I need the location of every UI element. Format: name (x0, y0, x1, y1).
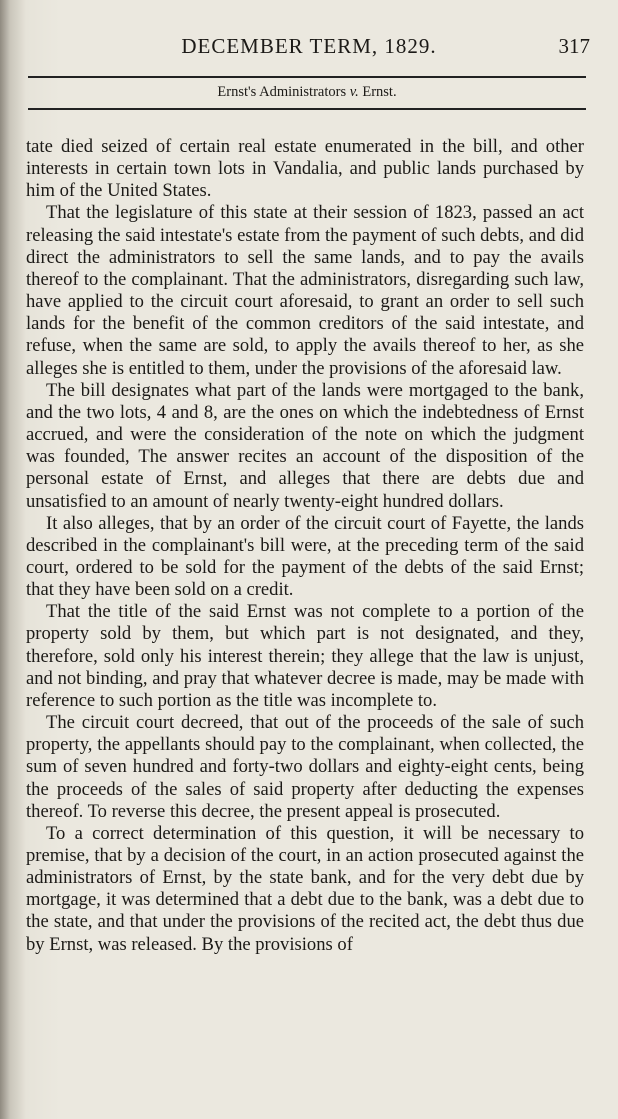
paragraph: The circuit court decreed, that out of the proceeds of the sale of such property, the appellants should pay to the complainant, when collected, the sum of seven hundred and forty-two dollars and eighty-eight cents, being the proceeds of the sales of said property after deducting the expenses thereof. To reverse this decree, the present appeal is prosecuted. (26, 712, 584, 822)
body-text (26, 136, 584, 956)
case-versus: v. (349, 84, 359, 100)
page-number: 317 (558, 34, 590, 58)
case-party-left: Ernst's Administrators (217, 84, 347, 100)
paragraph: The bill designates what part of the lands were mortgaged to the bank, and the two lots, 4 and 8, are the ones on which the indebtedness of Ernst accrued, and were the consideration of the note on which the judgment was founded, The answer recites an account of the disposition of the personal estate of Ernst, and alleges that there are debts due and unsatisfied to an amount of nearly twenty-eight hundred dollars. (26, 379, 584, 512)
page-header (28, 34, 590, 60)
case-party-right: Ernst. (362, 84, 397, 100)
header-rule-bottom (28, 108, 586, 110)
paragraph: It also alleges, that by an order of the circuit court of Fayette, the lands described in the complainant's bill were, at the preceding term of the said court, ordered to be sold for the payment of the debts of the said Ernst; that they have been sold on a credit. (26, 512, 584, 601)
running-title: DECEMBER TERM, 1829. (181, 34, 437, 58)
case-title (28, 84, 586, 101)
paragraph: To a correct determination of this question, it will be necessary to premise, that by a decision of the court, in an action prosecuted against the administrators of Ernst, by the state bank, and for the very debt due by mortgage, it was determined that a debt due to the bank, was a debt due to the state, and that under the provisions of the recited act, the debt thus due by Ernst, was released. By the provisions of (26, 822, 584, 955)
paragraph: That the legislature of this state at their session of 1823, passed an act releasing the said intestate's estate from the payment of such debts, and did direct the administrators to sell the same lands, and to pay the avails thereof to the complainant. That the administrators, disregarding such law, have applied to the circuit court aforesaid, to grant an order to sell such lands for the benefit of the common creditors of the said intestate, and refuse, when the same are sold, to apply the avails thereof to her, as she alleges she is entitled to them, under the provisions of the aforesaid law. (26, 202, 584, 379)
header-rule-top (28, 76, 586, 78)
paragraph: tate died seized of certain real estate enumerated in the bill, and other interests in certain town lots in Vandalia, and public lands purchased by him of the United States. (26, 136, 584, 202)
paragraph: That the title of the said Ernst was not complete to a portion of the property sold by them, but which part is not designated, and they, therefore, sold only his interest therein; they allege that the law is unjust, and not binding, and pray that whatever decree is made, may be made with reference to such portion as the title was incomplete to. (26, 601, 584, 711)
